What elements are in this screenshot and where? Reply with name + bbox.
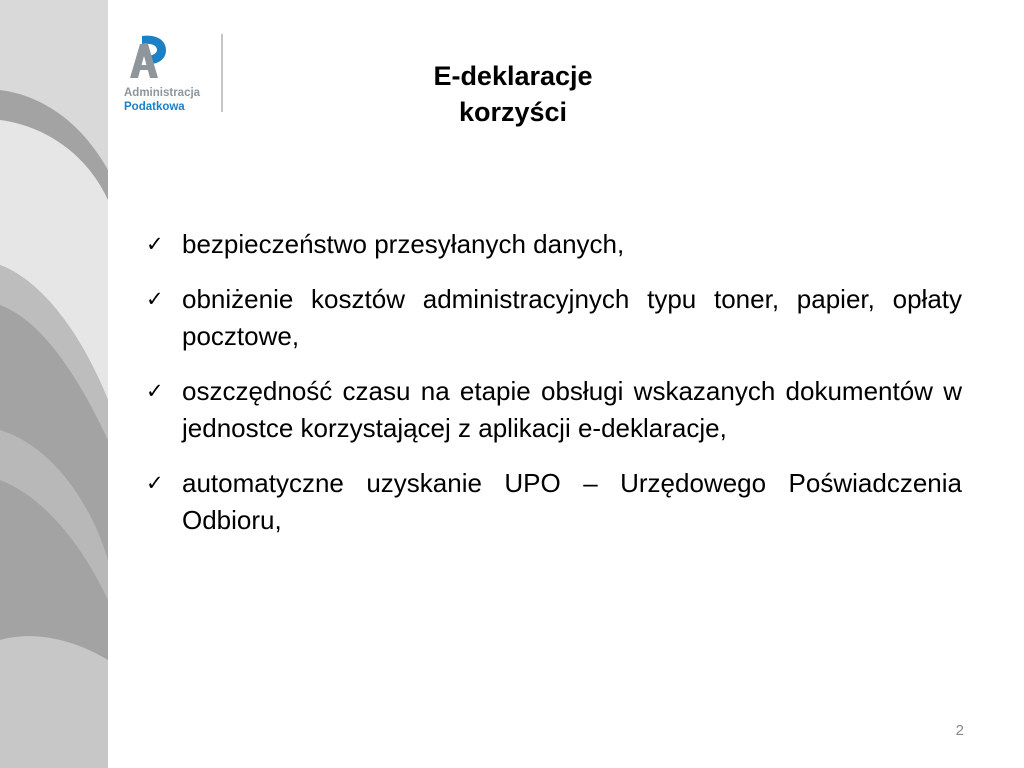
list-item: [146, 226, 962, 263]
list-item: [146, 281, 962, 355]
page-number: 2: [955, 722, 964, 739]
logo-line-podatkowa: Podatkowa: [124, 101, 185, 113]
checkmark-icon: ✓: [146, 379, 164, 403]
list-item-text: bezpieczeństwo przesyłanych danych,: [182, 229, 625, 259]
checkmark-icon: ✓: [146, 471, 164, 495]
logo-text: [124, 86, 200, 114]
logo-divider: [221, 34, 223, 112]
administracja-podatkowa-logo: [124, 32, 234, 116]
list-item-text: obniżenie kosztów administracyjnych typu toner, papier, opłaty pocztowe,: [182, 284, 962, 351]
list-item: [146, 373, 962, 447]
logo-line-administracja: Administracja: [124, 87, 201, 99]
decorative-left-band: [0, 0, 108, 768]
benefits-list: [146, 226, 962, 557]
list-item: [146, 465, 962, 539]
slide-title: [300, 58, 726, 130]
slide-title-line2: korzyści: [458, 97, 568, 127]
logo-ap-mark-icon: [126, 32, 170, 82]
list-item-text: automatyczne uzyskanie UPO – Urzędowego Poświadczenia Odbioru,: [182, 468, 962, 535]
list-item-text: oszczędność czasu na etapie obsługi wskazanych dokumentów w jednostce korzystającej z aplikacji e-deklaracje,: [182, 376, 962, 443]
checkmark-icon: ✓: [146, 287, 164, 311]
slide-title-line1: E-deklaracje: [433, 61, 593, 91]
checkmark-icon: ✓: [146, 232, 164, 256]
